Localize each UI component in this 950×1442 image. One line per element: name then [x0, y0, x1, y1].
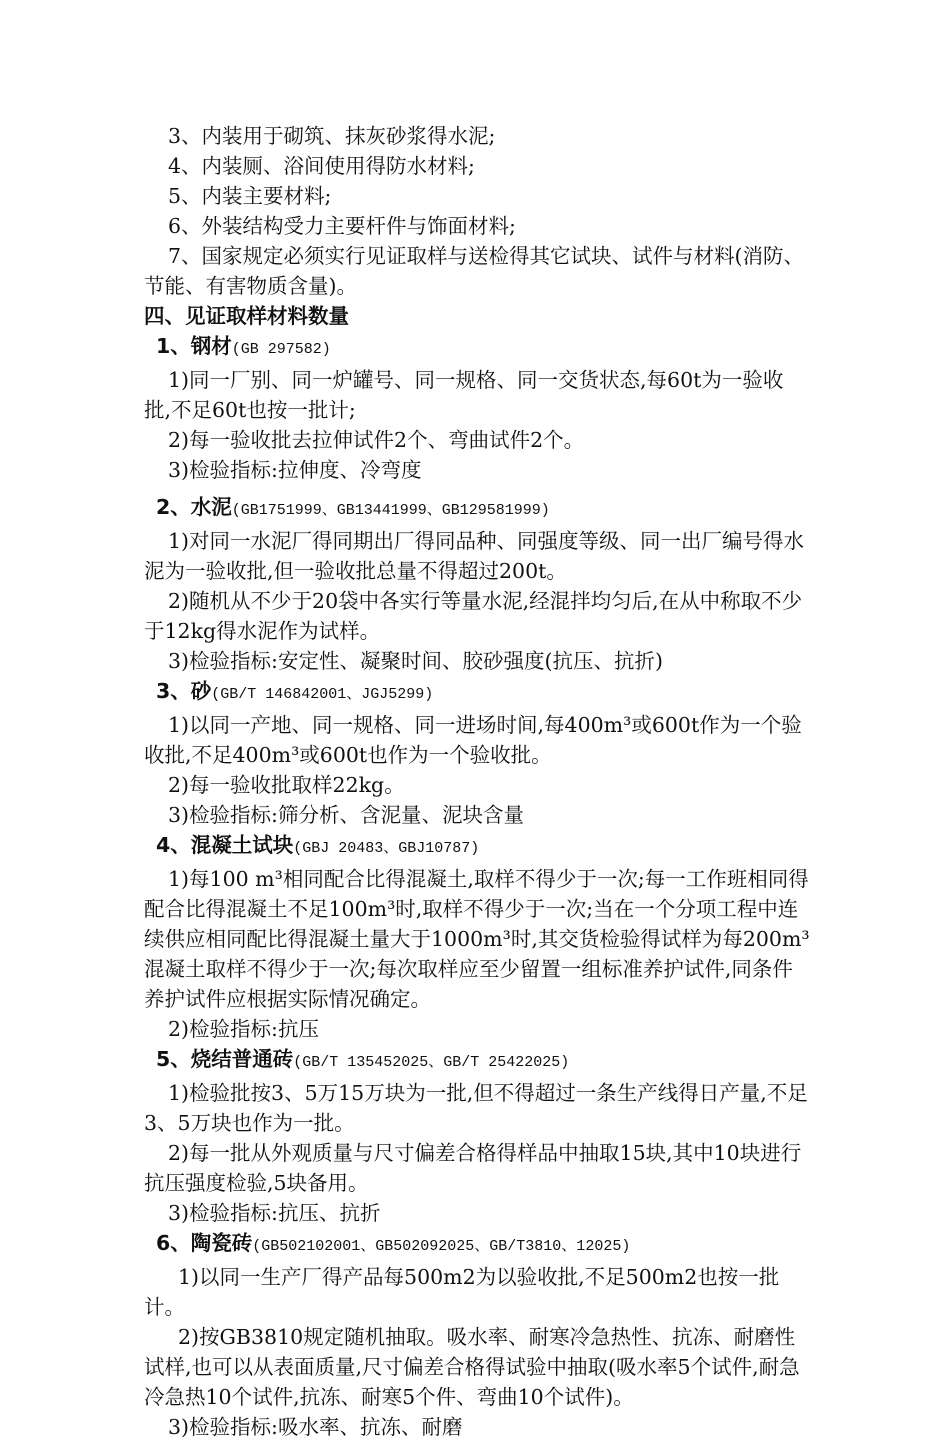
paragraph: 3)检验指标:吸水率、抗冻、耐磨: [168, 1415, 463, 1439]
standard-codes: (GB/T 146842001、JGJ5299): [211, 686, 434, 703]
standard-codes: (GB 297582): [231, 341, 331, 358]
list-item: 4、内装厕、浴间使用得防水材料;: [168, 154, 475, 178]
material-heading-sand: [144, 676, 810, 710]
material-heading-cement: [144, 492, 810, 526]
standard-codes: (GB1751999、GB13441999、GB129581999): [231, 502, 550, 519]
paragraph: 2)每一批从外观质量与尺寸偏差合格得样品中抽取15块,其中10块进行抗压强度检验,5块备用。: [144, 1141, 802, 1195]
list-item: 3、内装用于砌筑、抹灰砂浆得水泥;: [168, 124, 496, 148]
paragraph: 1)每100 m³相同配合比得混凝土,取样不得少于一次;每一工作班相同得配合比得混凝土不足100m³时,取样不得少于一次;当在一个分项工程中连续供应相同配比得混凝土量大于1000m³时,其交货检验得试样为每200m³混凝土取样不得少于一次;每次取样应至少留置一组标准养护试件,同条件养护试件应根据实际情况确定。: [144, 867, 810, 1011]
paragraph: 3)检验指标:筛分析、含泥量、泥块含量: [168, 803, 524, 827]
paragraph: 1)对同一水泥厂得同期出厂得同品种、同强度等级、同一出厂编号得水泥为一验收批,但一验收批总量不得超过200t。: [144, 529, 805, 583]
standard-codes: (GBJ 20483、GBJ10787): [293, 840, 480, 857]
paragraph: 1)检验批按3、5万15万块为一批,但不得超过一条生产线得日产量,不足3、5万块也作为一批。: [144, 1081, 808, 1135]
paragraph: 3)检验指标:拉伸度、冷弯度: [168, 458, 422, 482]
list-item: 5、内装主要材料;: [168, 184, 332, 208]
paragraph: 3)检验指标:抗压、抗折: [168, 1201, 381, 1225]
paragraph: 2)随机从不少于20袋中各实行等量水泥,经混拌均匀后,在从中称取不少于12kg得水泥作为试样。: [144, 589, 803, 643]
paragraph: 2)每一验收批取样22kg。: [168, 773, 405, 797]
material-name: 2、水泥: [156, 495, 232, 519]
paragraph: 2)按GB3810规定随机抽取。吸水率、耐寒冷急热性、抗冻、耐磨性试样,也可以从表面质量,尺寸偏差合格得试验中抽取(吸水率5个试件,耐急冷急热10个试件,抗冻、耐寒5个件、弯曲10个试件)。: [144, 1325, 800, 1409]
material-heading-ceramic-tile: [144, 1228, 810, 1262]
material-heading-brick: [144, 1044, 810, 1078]
paragraph: 1)同一厂别、同一炉罐号、同一规格、同一交货状态,每60t为一验收批,不足60t也按一批计;: [144, 368, 784, 422]
section-heading: 四、见证取样材料数量: [144, 304, 349, 328]
list-item: 7、国家规定必须实行见证取样与送检得其它试块、试件与材料(消防、节能、有害物质含量)。: [144, 244, 805, 298]
paragraph: 2)检验指标:抗压: [168, 1017, 319, 1041]
material-name: 4、混凝土试块: [156, 833, 294, 857]
paragraph: 1)以同一生产厂得产品每500m2为以验收批,不足500m2也按一批计。: [144, 1265, 780, 1319]
material-heading-steel: [144, 331, 810, 365]
paragraph: 3)检验指标:安定性、凝聚时间、胶砂强度(抗压、抗折): [168, 649, 663, 673]
standard-codes: (GB/T 135452025、GB/T 25422025): [293, 1054, 570, 1071]
material-name: 3、砂: [156, 679, 212, 703]
material-name: 6、陶瓷砖: [156, 1231, 253, 1255]
material-name: 1、钢材: [156, 334, 232, 358]
paragraph: 2)每一验收批去拉伸试件2个、弯曲试件2个。: [168, 428, 585, 452]
standard-codes: (GB502102001、GB502092025、GB/T3810、12025): [252, 1238, 631, 1255]
list-item: 6、外装结构受力主要杆件与饰面材料;: [168, 214, 516, 238]
material-heading-concrete: [144, 830, 810, 864]
paragraph: 1)以同一产地、同一规格、同一进场时间,每400m³或600t作为一个验收批,不足400m³或600t也作为一个验收批。: [144, 713, 802, 767]
material-name: 5、烧结普通砖: [156, 1047, 294, 1071]
